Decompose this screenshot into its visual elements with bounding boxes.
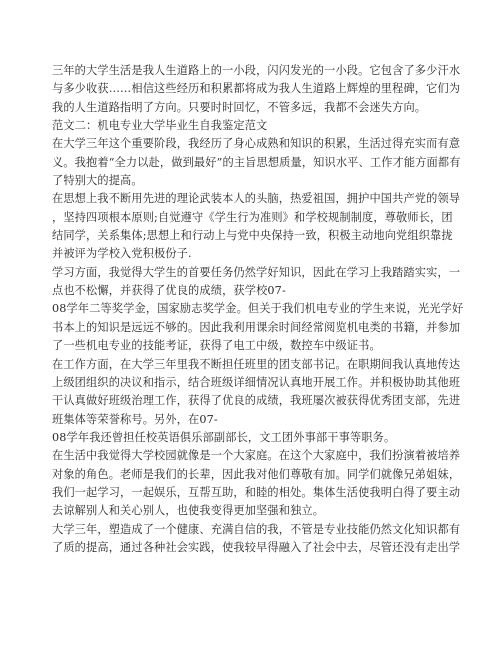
text-line: 三年的大学生活是我人生道路上的一小段，闪闪发光的一小段。它包含了多少汗水 xyxy=(52,64,461,77)
text-line: 了一些机电专业的技能考证，获得了电工中级，数控车中级证书。 xyxy=(52,339,381,353)
paragraph-study xyxy=(52,264,468,356)
text-line: 班集体等荣誉称号。另外，在07- xyxy=(52,412,218,426)
text-line: 我的人生道路指明了方向。只要时时回忆，不管多远，我都不会迷失方向。 xyxy=(52,100,427,114)
text-line: 08学年二等奖学金，国家励志奖学金。但关于我们机电专业的学生来说，光光学好 xyxy=(52,302,464,316)
section-heading xyxy=(52,117,468,135)
text-line: 结同学，关系集体;思想上和行动上与党中央保持一致，积极主动地向党组织靠拢 xyxy=(52,229,453,243)
text-line: 在工作方面，在大学三年里我不断担任班里的团支部书记。在职期间我认真地传达 xyxy=(52,357,461,371)
text-line: 了特别大的提高。 xyxy=(52,174,143,188)
heading-line: 范文二：机电专业大学毕业生自我鉴定范文 xyxy=(52,119,268,133)
text-line: 学习方面，我觉得大学生的首要任务仍然学好知识，因此在学习上我踏踏实实，一 xyxy=(52,265,461,279)
text-line: 大学三年，塑造成了一个健康、充满自信的我，不管是专业技能仍然文化知识都有 xyxy=(52,522,461,536)
text-line: 书本上的知识是远远不够的。因此我利用课余时间经常阅览机电类的书籍，并参加 xyxy=(52,320,461,334)
text-line: 干认真做好班级治理工作，获得了优良的成绩，我班屡次被获得优秀团支部，先进 xyxy=(52,394,461,408)
text-line: 上级团组织的决议和指示，结合班级详细情况认真地开展工作。并积极协助其他班 xyxy=(52,375,461,389)
text-line: 并被评为学校入党积极份子. xyxy=(52,247,192,261)
text-line: 点也不松懈，并获得了优良的成绩，获学校07- xyxy=(52,284,286,298)
paragraph-work xyxy=(52,356,468,448)
text-line: 义。我抱着“全力以赴，做到最好”的主旨思想质量，知识水平、工作才能方面都有 xyxy=(52,155,461,169)
text-line: 了质的提高，通过各种社会实践，使我较早得融入了社会中去，尽管还没有走出学 xyxy=(52,540,461,554)
paragraph-life xyxy=(52,447,468,520)
text-line: 08学年我还曾担任校英语俱乐部副部长，文工团外事部干事等职务。 xyxy=(52,430,396,444)
paragraph-summary xyxy=(52,521,468,558)
paragraph-ideology xyxy=(52,190,468,263)
text-line: 在思想上我不断用先进的理论武装本人的头脑，热爱祖国，拥护中国共产党的领导 xyxy=(52,192,461,206)
text-line: 我们一起学习，一起娱乐，互帮互助，和睦的相处。集体生活使我明白得了要主动 xyxy=(52,485,461,499)
text-line: 在大学三年这个重要阶段，我经历了身心成熟和知识的积累，生活过得充实而有意 xyxy=(52,137,461,151)
paragraph-intro-conclusion xyxy=(52,62,468,117)
paragraph-overview xyxy=(52,135,468,190)
text-line: 对象的角色。老师是我们的长辈，因此我对他们尊敬有加。同学们就像兄弟姐妹， xyxy=(52,467,461,481)
text-line: ，坚持四项根本原则;自觉遵守《学生行为准则》和学校规制制度，尊敬师长，团 xyxy=(52,210,453,224)
text-line: 在生活中我觉得大学校园就像是一个大家庭。在这个大家庭中，我们扮演着被培养 xyxy=(52,449,461,463)
text-line: 去谅解别人和关心别人，也使我变得更加坚强和独立。 xyxy=(52,504,325,518)
text-line: 与多少收获……相信这些经历和积累都将成为我人生道路上辉煌的里程碑，它们为 xyxy=(52,82,461,96)
